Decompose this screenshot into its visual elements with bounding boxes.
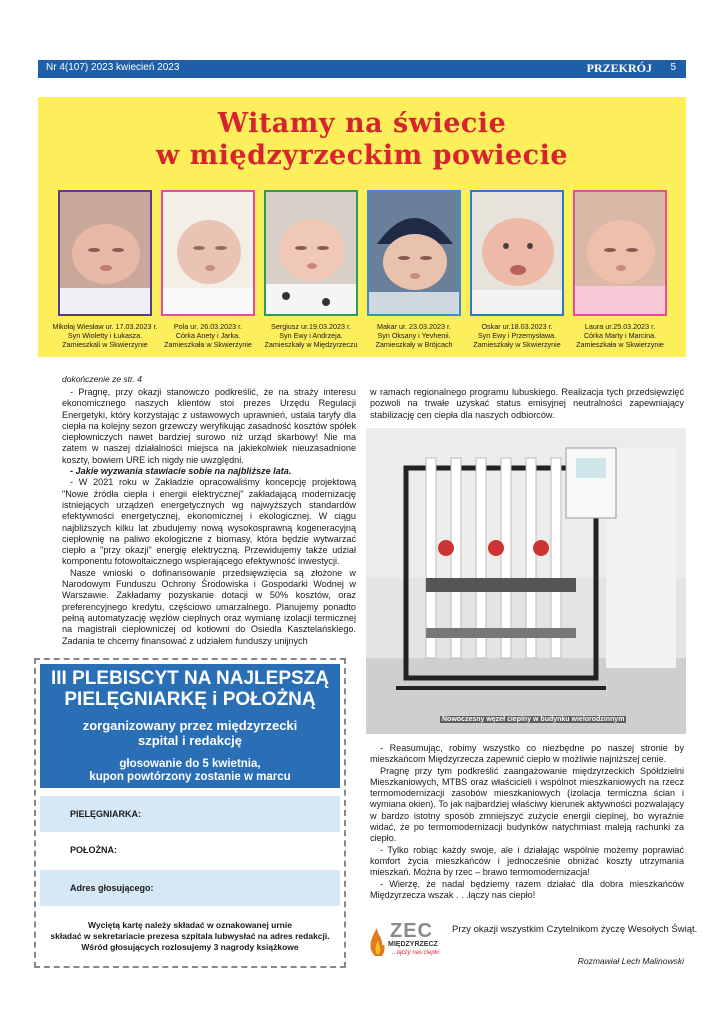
caption-line: Syn Ewy i Przemysława. <box>477 331 557 340</box>
plebiscite-title <box>40 668 340 710</box>
baby-caption-1 <box>49 322 161 349</box>
caption-line: Zamieszkała w Skwierzynie <box>576 340 664 349</box>
zec-logo <box>366 920 442 960</box>
baby-caption-6 <box>564 322 676 349</box>
baby-image <box>163 192 253 314</box>
baby-image <box>369 192 459 314</box>
page-number: 5 <box>670 62 676 73</box>
caption-line: Syn Oksany i Yevhenii. <box>377 331 451 340</box>
heat-node-photo <box>366 428 686 734</box>
caption-line: Zamieszkały w Skwierzynie <box>473 340 561 349</box>
baby-image <box>472 192 562 314</box>
publication-logo <box>586 57 652 76</box>
banner-title-line2: w międzyrzeckim powiecie <box>155 140 569 171</box>
baby-photo-4 <box>367 190 461 316</box>
instruction-line: składać w sekretariacie prezesa szpitala lubwysłać na adres redakcji. <box>50 931 330 941</box>
voter-address-field[interactable] <box>40 870 340 906</box>
organizer-line: szpital i redakcję <box>137 733 243 748</box>
baby-image <box>60 192 150 314</box>
caption-line: Syn Ewy i Andrzeja. <box>279 331 343 340</box>
page-header <box>38 57 686 78</box>
baby-caption-4 <box>358 322 470 349</box>
midwife-field-label: POŁOŻNA: <box>70 845 117 855</box>
nurse-field-label: PIELĘGNIARKA: <box>70 809 142 819</box>
caption-line: Laura ur.25.03.2023 r. <box>584 322 656 331</box>
zec-name: ZEC <box>390 920 433 942</box>
logo-text: PRZEKRÓJ <box>586 61 652 75</box>
interview-question: - Jakie wyzwania stawiacie sobie na najbliższe lata. <box>70 466 292 477</box>
article-paragraph: w ramach regionalnego programu lubuskiego. Realizacja tych przedsięwzięć pozwoli na trwałe uzyskać status emisyjnej neutralności zapewniający stabilizację cen ciepła dla naszych odbiorców. <box>370 387 684 420</box>
instruction-line: Wśród głosujących rozlosujemy 3 nagrody książkowe <box>81 942 299 952</box>
banner-title-line1: Witamy na świecie <box>217 108 507 139</box>
baby-image <box>575 192 665 314</box>
article-paragraph: - Tylko robiąc każdy swoje, ale i działając wspólnie możemy poprawiać komfort życia mieszkańców i jednocześnie obniżać koszty utrzymania mieszkań. Można by rzec – brawo termomodernizacja! <box>370 844 684 878</box>
article-paragraph: - Pragnę, przy okazji stanowczo podkreślić, że na straży interesu ekonomicznego naszych klientów stoi prezes Urzędu Regulacji Energetyki, który korzystając z ustawowych uprawnień, ustala taryfy dla ciepła na kolejny sezon grzewczy weryfikując zasadność kosztów spółek ciepłowniczych nawet bardziej surowo niż urząd skarbowy! Nie ma zatem w naszej działalności miejsca na jakiekolwiek nieuzasadnione koszty, bowiem URE ich nigdy nie uwzględni. <box>62 387 356 465</box>
caption-line: Zamieszkały w Bröjcach <box>375 340 453 349</box>
baby-image <box>266 192 356 314</box>
voter-address-label: Adres głosującego: <box>70 883 154 893</box>
baby-photo-3 <box>264 190 358 316</box>
caption-line: Zamieszkały w Międzyrzeczu <box>264 340 358 349</box>
caption-line: Mikołaj Wiesław ur. 17.03.2023 r. <box>52 322 158 331</box>
nurse-field[interactable] <box>40 796 340 832</box>
baby-photo-2 <box>161 190 255 316</box>
deadline-line: głosowanie do 5 kwietnia, <box>119 758 261 770</box>
baby-caption-2 <box>152 322 264 349</box>
article-paragraph: Nasze wnioski o dofinansowanie przedsięwzięcia są złożone w Narodowym Funduszu Ochrony Środowiska i Gospodarki Wodnej w Warszawie. Zakładamy pozyskanie dotacji w 50% kosztów, oraz preferencyjnego kredytu, częściowo umarzalnego. Planujemy ponadto pełną automatyzację węzłów cieplnych oraz wymianę izolacji termicznej na magistrali ciepłowniczej od kotłowni do Osiedla Kasztelańskiego. Zadania te chcemy finansować z udziałem funduszy unijnych <box>62 567 356 646</box>
instruction-line: Wyciętą kartę należy składać w oznakowanej urnie <box>88 920 292 930</box>
caption-line: Zamieszkała w Skwierzynie <box>164 340 252 349</box>
deadline-line: kupon powtórzony zostanie w marcu <box>89 771 291 783</box>
baby-caption-3 <box>255 322 367 349</box>
caption-line: Córka Anety i Jarka. <box>175 331 241 340</box>
caption-line: Zamieszkali w Skwierzynie <box>62 340 148 349</box>
caption-line: Makar ur. 23.03.2023 r. <box>377 322 451 331</box>
article-paragraph: Pragnę przy tym podkreślić zaangażowanie międzyrzeckich Spółdzielni Mieszkaniowych, MTBS oraz właścicieli i wspólnot mieszkaniowych na rzecz termomodernizacji zasobów mieszkaniowych (izolacja termiczna ścian i wymiana okien). To jak najbardziej właściwy kierunek aktywności pozwalający w bardzo istotny sposób zmniejszyć zużycie energii cieplnej, bo wyraźnie widać, że po termomodernizacji budynków natychmiast maleją rachunki za ciepło. <box>370 765 684 844</box>
plebiscite-header <box>40 664 340 788</box>
caption-line: Oskar ur.18.03.2023 r. <box>481 322 553 331</box>
caption-line: Sergiusz ur.19.03.2023 r. <box>271 322 351 331</box>
caption-line: Pola ur. 26.03.2023 r. <box>173 322 243 331</box>
heat-node-image <box>366 428 686 734</box>
issue-label: Nr 4(107) 2023 kwiecień 2023 <box>46 62 180 73</box>
title-line: PIELĘGNIARKĘ i POŁOŻNĄ <box>64 689 316 710</box>
photo-caption: Nowoczesny węzeł cieplny w budynku wielorodzinnym <box>442 716 625 723</box>
title-line: III PLEBISCYT NA NAJLEPSZĄ <box>51 668 329 689</box>
holiday-wishes: Przy okazji wszystkim Czytelnikom życzę Wesołych Świąt. <box>452 924 698 935</box>
article-right-column-bottom <box>370 743 684 901</box>
baby-photo-6 <box>573 190 667 316</box>
zec-city: MIĘDZYRZECZ <box>388 941 438 948</box>
article-author: Rozmawiał Lech Malinowski <box>577 956 684 966</box>
zec-slogan: ...łączy nas ciepło <box>392 950 440 956</box>
plebiscite-instructions <box>40 920 340 953</box>
article-paragraph: - Wierzę, że nadal będziemy razem działać dla dobra mieszkańców Międzyrzecza wszak . . .łączy nas ciepło! <box>370 878 684 900</box>
baby-caption-5 <box>461 322 573 349</box>
caption-line: Syn Wioletty i Łukasza. <box>67 331 143 340</box>
caption-line: Córka Marty i Marcina. <box>583 331 657 340</box>
midwife-field[interactable] <box>40 832 340 868</box>
baby-photo-1 <box>58 190 152 316</box>
logo-subtitle: lubuski <box>608 57 625 62</box>
baby-photo-5 <box>470 190 564 316</box>
plebiscite-deadline <box>40 758 340 784</box>
organizer-line: zorganizowany przez międzyrzecki <box>82 718 298 733</box>
plebiscite-organizer <box>40 718 340 748</box>
article-paragraph: - W 2021 roku w Zakładzie opracowaliśmy koncepcję projektową "Nowe źródła ciepła i energii elektrycznej" zakładającą modernizację istniejących urządzeń energetycznych wg najwyższych standardów efektywności energetycznej, ekonomicznej i ekologicznej. W ciągu najbliższych kilku lat zbudujemy nową wysokosprawną kogeneracyjną ciepłownię na paliwo ekologiczne z biomasy, która będzie wytwarzać ciepło a "przy okazji" energię elektryczną. Przewidujemy także udział komponentu fotowoltaicznego wspierającego efektywność inwestycji. <box>62 477 356 567</box>
article-right-column-top <box>370 387 684 421</box>
continuation-note: dokończenie ze str. 4 <box>62 374 143 384</box>
article-left-column <box>62 387 356 647</box>
article-paragraph: - Reasumując, robimy wszystko co niezbędne po naszej stronie by mieszkańcom Międzyrzecza zapewnić ciepło w możliwie najniższej cenie. <box>370 743 684 765</box>
